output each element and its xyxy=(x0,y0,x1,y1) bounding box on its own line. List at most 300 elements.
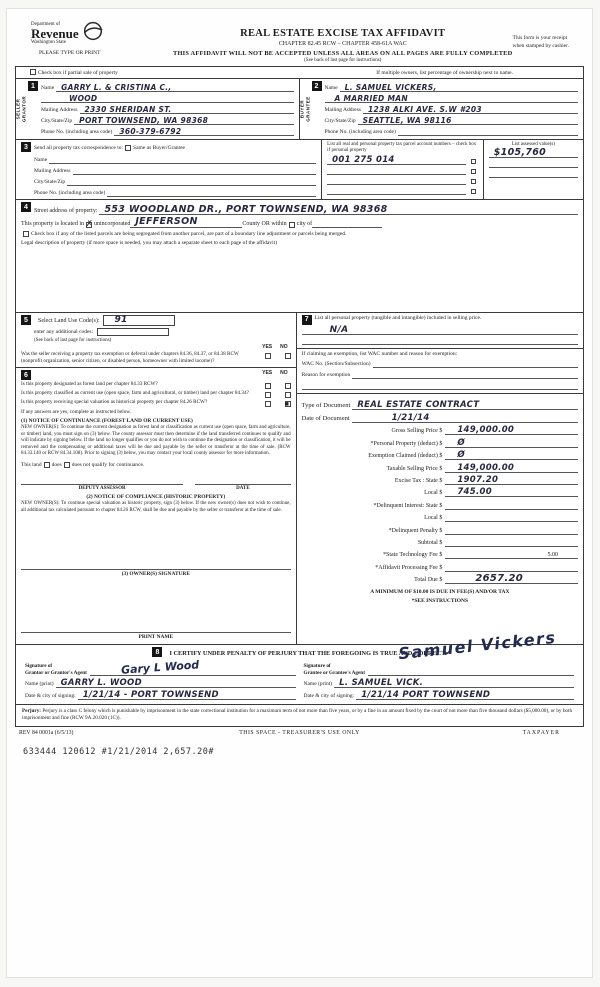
buyer-word: BUYER xyxy=(299,99,305,119)
wac-label: WAC No. (Section/Subsection) xyxy=(301,361,371,367)
no-header-2: NO xyxy=(280,370,288,376)
assessed-field-1[interactable] xyxy=(489,148,578,158)
county-value: JEFFERSON xyxy=(135,216,198,227)
buyer-name-field2[interactable] xyxy=(325,92,579,103)
perjury-bold: Perjury: xyxy=(22,708,42,714)
buyer-phone-row xyxy=(312,125,579,136)
personal-property-field-1[interactable] xyxy=(302,325,578,335)
assessed-row-3 xyxy=(489,168,578,178)
grantee-date-row xyxy=(304,688,575,700)
current-use-yes-checkbox[interactable] xyxy=(265,392,271,398)
correspondence-citystatezip-row xyxy=(21,175,316,186)
partial-sale-label: Check box if partial sale of property xyxy=(38,70,118,76)
located-in-label: This property is located in xyxy=(21,221,84,227)
segregated-checkbox[interactable] xyxy=(23,231,29,237)
excise-tax-state-label: Excise Tax : State $ xyxy=(394,477,443,484)
parcel-personal-checkbox-4[interactable] xyxy=(471,189,476,194)
seller-name-field[interactable] xyxy=(56,81,293,92)
total-due-value: 2657.20 xyxy=(475,573,523,585)
date-of-document-label: Date of Document xyxy=(301,415,350,422)
qualify-row xyxy=(21,462,291,468)
grantee-name-value: L. SAMUEL VICK. xyxy=(339,678,424,688)
assessed-row-2 xyxy=(489,158,578,168)
section-6-badge: 6 xyxy=(21,370,31,380)
deputy-date-line[interactable] xyxy=(195,477,290,485)
section6-spacer-2 xyxy=(21,514,291,560)
deputy-date-label: DATE xyxy=(236,485,250,491)
buyer-citystatezip-label: City/State/Zip xyxy=(324,118,356,124)
revenue-logo xyxy=(13,21,173,46)
parcel-personal-checkbox-2[interactable] xyxy=(471,169,476,174)
document-and-tax-block xyxy=(297,394,583,644)
taxable-selling-price-label: Taxable Selling Price $ xyxy=(386,465,443,472)
total-due-field[interactable] xyxy=(445,572,578,584)
signature-halves xyxy=(21,662,578,700)
date-of-document-field[interactable] xyxy=(352,410,578,423)
parcel-header: List all real and personal property tax parcel account numbers – check box if personal property xyxy=(327,142,477,154)
land-use-row xyxy=(21,315,291,326)
reason-field-2[interactable] xyxy=(302,379,578,390)
current-use-no-checkbox[interactable] xyxy=(285,392,291,398)
city-of-label: city of xyxy=(296,221,313,227)
buyer-name-value2: A MARRIED MAN xyxy=(334,94,408,103)
section6-header xyxy=(21,370,291,380)
additional-codes-label: enter any additional codes: xyxy=(34,329,94,335)
seller-name-row xyxy=(28,81,294,92)
grantee-signature-field[interactable] xyxy=(368,662,574,676)
correspondence-name-row xyxy=(21,153,316,164)
buyer-side-strip xyxy=(300,79,312,139)
excise-tax-local-value: 745.00 xyxy=(457,487,492,498)
excise-tax-state-field[interactable] xyxy=(445,473,578,485)
partial-sale-group xyxy=(28,69,118,76)
parcel-numbers-block xyxy=(322,140,484,199)
exemption-block xyxy=(297,349,583,394)
right-column xyxy=(297,313,583,644)
total-due-label: Total Due $ xyxy=(414,577,443,584)
deputy-assessor-signature-line[interactable] xyxy=(21,477,183,485)
current-use-boxes xyxy=(263,390,291,398)
personal-property-deduct-row xyxy=(302,435,578,447)
property-location-row xyxy=(21,215,578,228)
title-block xyxy=(173,21,512,63)
buyer-citystatezip-value: SEATTLE, WA 98116 xyxy=(362,116,452,125)
forest-land-no-checkbox[interactable] xyxy=(285,383,291,389)
section6-spacer-3 xyxy=(21,577,291,623)
historic-question: Is this property receiving special valuation as historical property per chapter 84.26 RCW? xyxy=(21,399,208,405)
notice-continuance-title: (1) NOTICE OF CONTINUANCE (FOREST LAND OR CURRENT USE) xyxy=(21,418,193,424)
correspondence-address-label: Mailing Address xyxy=(34,168,71,174)
section-3-badge: 3 xyxy=(21,142,31,152)
exemption-header: If claiming an exemption, list WAC number and reason for exemption: xyxy=(301,351,458,357)
revenue-swirl-icon xyxy=(83,21,103,46)
yes-header: YES xyxy=(262,344,273,350)
treasurer-use-label: THIS SPACE - TREASURER'S USE ONLY xyxy=(239,729,360,736)
reason-label: Reason for exemption xyxy=(301,372,351,378)
buyer-address-field[interactable] xyxy=(363,103,578,114)
seller-side-strip xyxy=(16,79,28,139)
correspondence-address-row xyxy=(21,164,316,175)
grantee-name-field[interactable] xyxy=(334,676,574,688)
exemption-no-checkbox[interactable] xyxy=(285,353,291,359)
type-of-document-row xyxy=(302,397,578,410)
buyer-section xyxy=(300,79,584,139)
wac-field[interactable] xyxy=(373,357,578,368)
additional-codes-field[interactable] xyxy=(97,328,169,336)
personal-property-value: N/A xyxy=(329,325,349,335)
date-of-document-value: 1/21/14 xyxy=(391,413,430,423)
legal-description-area[interactable] xyxy=(21,246,578,310)
deputy-assessor-labels xyxy=(21,486,291,491)
historic-no-mark: ■ xyxy=(284,400,289,408)
seller-word: SELLER xyxy=(15,98,21,120)
personal-property-label: List all personal property (tangible and intangible) included in selling price. xyxy=(314,315,482,321)
grantee-signature-label-2: Grantee or Grantee's Agent xyxy=(303,669,365,676)
buyer-name-field[interactable] xyxy=(340,81,578,92)
document-sheet xyxy=(6,8,593,978)
street-address-label: Street address of property: xyxy=(34,208,98,214)
excise-tax-local-field[interactable] xyxy=(445,485,578,497)
exemption-claimed-row xyxy=(302,448,578,460)
taxable-selling-price-field[interactable] xyxy=(445,460,578,472)
type-of-document-label: Type of Document xyxy=(301,402,351,409)
gross-selling-price-label: Gross Selling Price $ xyxy=(391,428,443,435)
correspondence-citystatezip-label: City/State/Zip xyxy=(34,179,66,185)
exemption-claimed-value: Ø xyxy=(457,450,465,461)
gross-selling-price-value: 149,000.00 xyxy=(457,425,515,436)
delinquent-interest-local-field[interactable] xyxy=(445,510,578,522)
grantor-date-row xyxy=(25,688,296,700)
exemption-question-row xyxy=(21,351,291,364)
parcel-row-1 xyxy=(327,155,478,165)
personal-property-deduct-label: *Personal Property (deduct) $ xyxy=(370,440,443,447)
historic-question-row xyxy=(21,399,291,407)
personal-property-field-2[interactable] xyxy=(302,335,578,345)
seller-name-value: GARRY L. & CRISTINA C., xyxy=(61,83,172,92)
grantor-name-field[interactable] xyxy=(56,676,296,688)
section6-yesno-header xyxy=(251,370,291,376)
grantee-signature-script: Samuel Vickers xyxy=(397,627,558,664)
parcel-field-3[interactable] xyxy=(327,175,466,185)
logo-text xyxy=(31,22,79,45)
correspondence-name-field[interactable] xyxy=(49,153,316,164)
grantee-signature-label-1: Signature of xyxy=(303,663,331,669)
form-revision-number: REV 84 0001a (6/5/13) xyxy=(19,729,74,736)
grantee-signature-label xyxy=(304,663,368,676)
middle-columns xyxy=(16,312,583,644)
seller-citystatezip-field[interactable] xyxy=(74,114,293,125)
land-use-code-value: 91 xyxy=(114,315,128,325)
perjury-text: Perjury is a class C felony which is punishable by imprisonment in the state correctional institution for a maximum term of not more than five years, or by a fine in an amount fixed by the court of not more than five thousand dollars ($5,000.00), or by both imprisonment and fine (RCW 9A.20.020 (1C)). xyxy=(22,708,573,722)
correspondence-name-label: Name xyxy=(34,157,48,163)
does-not-checkbox[interactable] xyxy=(64,462,70,468)
correspondence-phone-label: Phone No. (including area code) xyxy=(34,190,106,196)
county-field[interactable] xyxy=(130,215,242,228)
parcel-field-2[interactable] xyxy=(327,165,466,175)
delinquent-interest-state-row xyxy=(302,497,578,509)
city-field[interactable] xyxy=(312,215,382,228)
seller-address-value: 2330 SHERIDAN ST. xyxy=(84,105,172,114)
delinquent-penalty-field[interactable] xyxy=(445,522,578,534)
land-use-label: Select Land Use Code(s): xyxy=(38,317,100,324)
wac-row xyxy=(302,357,578,368)
current-use-question: Is this property classified as current use (open space, farm and agricultural, or timber) land per chapter 84.34? xyxy=(21,390,249,396)
taxable-selling-price-value: 149,000.00 xyxy=(457,462,515,473)
notice-continuance-body: NEW OWNER(S): To continue the current designation as forest land or classification as current use (open space, farm and agriculture, or timber) land, you must sign on (3) below. The county assessor must then determine if the land transferred continues to qualify and will indicate by signing below. If the land no longer qualifies or you do not wish to continue the designation or classification, it will be removed and the compensating or additional taxes will be due and payable by the seller or transferor at the time of sale. (RCW 84.33.140 or RCW 84.34.108). Prior to signing (3) below, you may contact your local county assessor for more information. xyxy=(21,425,291,457)
exemption-yes-checkbox[interactable] xyxy=(265,353,271,359)
land-use-code-field[interactable] xyxy=(103,315,175,326)
reason-row-2 xyxy=(302,379,578,390)
receipt-note-line2: when stamped by cashier. xyxy=(512,43,569,50)
grantor-signature-label-2: Grantor or Grantor's Agent xyxy=(25,669,87,676)
buyer-address-value: 1238 ALKI AVE. S.W #203 xyxy=(368,105,482,114)
parcel-row-3 xyxy=(327,175,478,185)
buyer-citystatezip-row xyxy=(312,114,579,125)
gross-selling-price-row xyxy=(302,423,578,435)
delinquent-interest-local-label: Local $ xyxy=(424,515,443,522)
taxpayer-label: TAXPAYER xyxy=(522,729,560,736)
section-2-badge: 2 xyxy=(312,81,322,91)
exemption-claimed-label: Exemption Claimed (deduct) $ xyxy=(368,453,443,460)
grantee-name-row xyxy=(304,676,575,688)
historic-no-checkbox[interactable] xyxy=(285,401,291,407)
street-address-row xyxy=(21,202,578,215)
grantee-signature-block xyxy=(300,662,579,700)
section-8-badge: 8 xyxy=(152,647,162,657)
owner-signature-line[interactable] xyxy=(21,560,291,570)
parcel-row-4 xyxy=(327,185,478,195)
partial-sale-row xyxy=(16,67,583,78)
seller-fields xyxy=(28,79,299,139)
delinquent-penalty-row xyxy=(302,522,578,534)
affidavit-document xyxy=(7,9,592,757)
forest-land-boxes xyxy=(263,381,291,389)
section5-see-back: (See back of last page for instructions) xyxy=(34,338,112,343)
excise-tax-state-value: 1907.20 xyxy=(457,474,499,485)
form-header xyxy=(13,21,586,63)
segregated-row xyxy=(21,231,578,237)
agency-block xyxy=(13,21,173,63)
seller-address-label: Mailing Address xyxy=(41,107,78,113)
form-title: REAL ESTATE EXCISE TAX AFFIDAVIT xyxy=(240,28,446,39)
this-land-label: This land xyxy=(21,461,42,468)
parcel-field-1[interactable] xyxy=(327,155,466,165)
parcel-value-1: 001 275 014 xyxy=(332,154,395,165)
form-body xyxy=(15,66,584,727)
assessed-value-block xyxy=(484,140,583,199)
grantee-word: GRANTEE xyxy=(305,96,311,122)
grantor-name-label: Name (print) xyxy=(25,681,54,687)
personal-property-deduct-field[interactable] xyxy=(445,435,578,447)
street-address-field[interactable] xyxy=(99,202,578,215)
print-name-line[interactable] xyxy=(21,623,291,633)
unincorporated-checkbox[interactable] xyxy=(86,219,94,228)
send-to-label: Send all property tax correspondence to: xyxy=(34,144,124,151)
subtotal-label: Subtotal $ xyxy=(417,539,443,546)
subtotal-row xyxy=(302,535,578,547)
cashier-stamp: 633444 120612 #1/21/2014 2,657.20# xyxy=(23,746,214,757)
seller-address-row xyxy=(28,103,294,114)
forest-land-yes-checkbox[interactable] xyxy=(265,383,271,389)
current-use-question-row xyxy=(21,390,291,398)
does-label: does xyxy=(51,461,62,468)
grantor-word: GRANTOR xyxy=(22,95,27,123)
total-due-row xyxy=(302,572,578,584)
seller-name-field2[interactable] xyxy=(41,92,294,103)
exemption-question-boxes xyxy=(263,351,291,364)
logo-state-line: Washington State xyxy=(31,40,67,45)
delinquent-interest-state-field[interactable] xyxy=(445,497,578,509)
buyer-name-row xyxy=(312,81,579,92)
grantee-date-value: 1/21/14 PORT TOWNSEND xyxy=(361,690,491,700)
please-type-note: PLEASE TYPE OR PRINT xyxy=(39,50,101,56)
seller-citystatezip-label: City/State/Zip xyxy=(41,118,73,124)
grantor-name-value: GARRY L. WOOD xyxy=(60,678,142,688)
grantor-signature-label xyxy=(25,663,90,676)
section-4-badge: 4 xyxy=(21,202,31,212)
grantor-date-value: 1/21/14 - PORT TOWNSEND xyxy=(82,690,219,700)
seller-phone-field[interactable] xyxy=(114,125,293,136)
correspondence-phone-field[interactable] xyxy=(107,186,316,197)
seller-address-field[interactable] xyxy=(80,103,294,114)
chapter-line: CHAPTER 82.45 RCW – CHAPTER 458-61A WAC xyxy=(278,41,407,47)
buyer-address-row xyxy=(312,103,579,114)
reason-field[interactable] xyxy=(352,368,578,379)
buyer-phone-field[interactable] xyxy=(398,125,578,136)
grantee-date-label: Date & city of signing: xyxy=(303,693,355,699)
section-5 xyxy=(16,313,296,368)
subtotal-field[interactable] xyxy=(445,535,578,547)
seller-phone-row xyxy=(28,125,294,136)
partial-sale-checkbox[interactable] xyxy=(30,69,36,75)
buyer-citystatezip-field[interactable] xyxy=(358,114,578,125)
buyer-side-label xyxy=(299,96,312,122)
unincorporated-checkmark: ✗ xyxy=(86,219,94,228)
segregated-label: Check box if any of the listed parcels are being segregated from another parcel, are part of a boundary line adjustment or parcels being merged. xyxy=(31,231,347,237)
city-checkbox[interactable] xyxy=(289,222,295,228)
assessed-header: List assessed value(s) xyxy=(511,142,556,147)
section-3 xyxy=(16,139,583,199)
buyer-phone-label: Phone No. (including area code) xyxy=(324,129,396,135)
county-or-within-label: County OR within xyxy=(242,221,287,227)
seller-phone-label: Phone No. (including area code) xyxy=(41,129,113,135)
owner-signature-label: (3) OWNER(S) SIGNATURE xyxy=(121,571,190,578)
seller-name-row2 xyxy=(28,92,294,103)
historic-yes-checkbox[interactable] xyxy=(265,401,271,407)
grantor-signature-label-1: Signature of xyxy=(25,663,53,669)
same-as-buyer-checkbox[interactable] xyxy=(125,145,131,151)
delinquent-penalty-label: *Delinquent Penalty $ xyxy=(388,527,443,534)
grantor-date-field[interactable] xyxy=(78,688,296,700)
date-of-document-row xyxy=(302,410,578,423)
correspondence-address-field[interactable] xyxy=(73,164,317,175)
type-of-document-field[interactable] xyxy=(352,397,578,410)
delinquent-interest-state-label: *Delinquent Interest: State $ xyxy=(373,502,443,509)
seller-citystatezip-row xyxy=(28,114,294,125)
additional-codes-row xyxy=(34,328,291,336)
affidavit-processing-fee-row xyxy=(302,559,578,571)
section-1-badge: 1 xyxy=(28,81,38,91)
warning-line: THIS AFFIDAVIT WILL NOT BE ACCEPTED UNLESS ALL AREAS ON ALL PAGES ARE FULLY COMPLETED xyxy=(173,50,513,57)
correspondence-citystatezip-field[interactable] xyxy=(67,175,316,186)
certify-statement: I CERTIFY UNDER PENALTY OF PERJURY THAT THE FOREGOING IS TRUE AND CORRECT. xyxy=(169,650,447,657)
state-technology-fee-field[interactable] xyxy=(445,547,578,559)
personal-property-header xyxy=(302,315,578,325)
does-checkbox[interactable] xyxy=(44,462,50,468)
parties-row xyxy=(16,78,583,139)
left-column xyxy=(16,313,297,644)
see-back-note: (See back of last page for instructions) xyxy=(304,58,382,63)
forest-land-question: Is this property designated as forest land per chapter 84.33 RCW? xyxy=(21,381,158,387)
print-name-label: PRINT NAME xyxy=(138,634,174,640)
tax-correspondence-block xyxy=(16,140,322,199)
correspondence-header xyxy=(21,142,316,153)
does-not-label: does not qualify for continuance. xyxy=(71,461,145,468)
section-7-badge: 7 xyxy=(302,315,312,325)
seller-citystatezip-value: PORT TOWNSEND, WA 98368 xyxy=(79,116,209,125)
gross-selling-price-field[interactable] xyxy=(445,423,578,435)
notice-compliance-body: NEW OWNER(S): To continue special valuation as historic property, sign (3) below. If the new owner(s) does not wish to continue, all additional tax calculated pursuant to chapter 84.26 RCW, shall be due and payable by the seller or transferor at the time of sale. xyxy=(21,500,291,513)
parcel-field-4[interactable] xyxy=(327,185,466,195)
if-yes-note: If any answers are yes, complete as instructed below. xyxy=(21,409,132,415)
reason-row xyxy=(302,368,578,379)
receipt-note-line1: This form is your receipt xyxy=(512,35,568,41)
notice-compliance-title: (2) NOTICE OF COMPLIANCE (HISTORIC PROPERTY) xyxy=(86,493,226,500)
legal-description-label: Legal description of property (if more space is needed, you may attach a separate sheet to each page of the affidavit) xyxy=(21,240,277,246)
no-header: NO xyxy=(280,344,288,350)
assessed-row-1 xyxy=(489,148,578,158)
logo-revenue-line: Revenue xyxy=(31,26,79,41)
excise-tax-state-row xyxy=(302,473,578,485)
same-as-buyer-label: Same as Buyer/Grantee xyxy=(133,144,185,151)
deputy-assessor-label: DEPUTY ASSESSOR xyxy=(78,485,126,491)
type-of-document-value: REAL ESTATE CONTRACT xyxy=(357,400,480,410)
state-technology-fee-label: *State Technology Fee $ xyxy=(383,552,443,559)
assessed-field-3[interactable] xyxy=(489,168,578,178)
section-6 xyxy=(16,368,296,644)
perjury-notice xyxy=(16,704,583,726)
seller-phone-value: 360-379-6792 xyxy=(119,127,182,136)
taxable-selling-price-row xyxy=(302,460,578,472)
personal-property-deduct-value: Ø xyxy=(457,437,465,448)
grantee-date-field[interactable] xyxy=(356,688,574,700)
unincorporated-label: unincorporated xyxy=(94,221,131,227)
seller-section xyxy=(16,79,300,139)
minimum-fee-note xyxy=(302,588,578,606)
buyer-fields xyxy=(312,79,584,139)
seller-name-value2: WOOD xyxy=(69,94,98,103)
exemption-claimed-field[interactable] xyxy=(445,448,578,460)
correspondence-phone-row xyxy=(21,186,316,197)
multiple-owners-note: If multiple owners, list percentage of ownership next to name. xyxy=(376,69,513,76)
buyer-name-value: L. SAMUEL VICKERS, xyxy=(344,83,437,92)
parcel-personal-checkbox-3[interactable] xyxy=(471,179,476,184)
buyer-name-label: Name xyxy=(324,85,338,91)
parcel-personal-checkbox-1[interactable] xyxy=(471,159,476,164)
forest-land-question-row xyxy=(21,381,291,389)
receipt-note xyxy=(512,21,600,63)
state-technology-fee-row xyxy=(302,547,578,559)
grantor-signature-script: Gary L Wood xyxy=(120,658,200,677)
affidavit-processing-fee-field[interactable] xyxy=(445,559,578,571)
parcel-row-2 xyxy=(327,165,478,175)
buyer-address-label: Mailing Address xyxy=(324,107,362,113)
grantor-date-label: Date & city of signing: xyxy=(25,693,76,699)
assessed-field-2[interactable] xyxy=(489,158,578,168)
excise-tax-local-row xyxy=(302,485,578,497)
assessed-value-1: $105,760 xyxy=(493,147,547,159)
section-4 xyxy=(16,199,583,312)
